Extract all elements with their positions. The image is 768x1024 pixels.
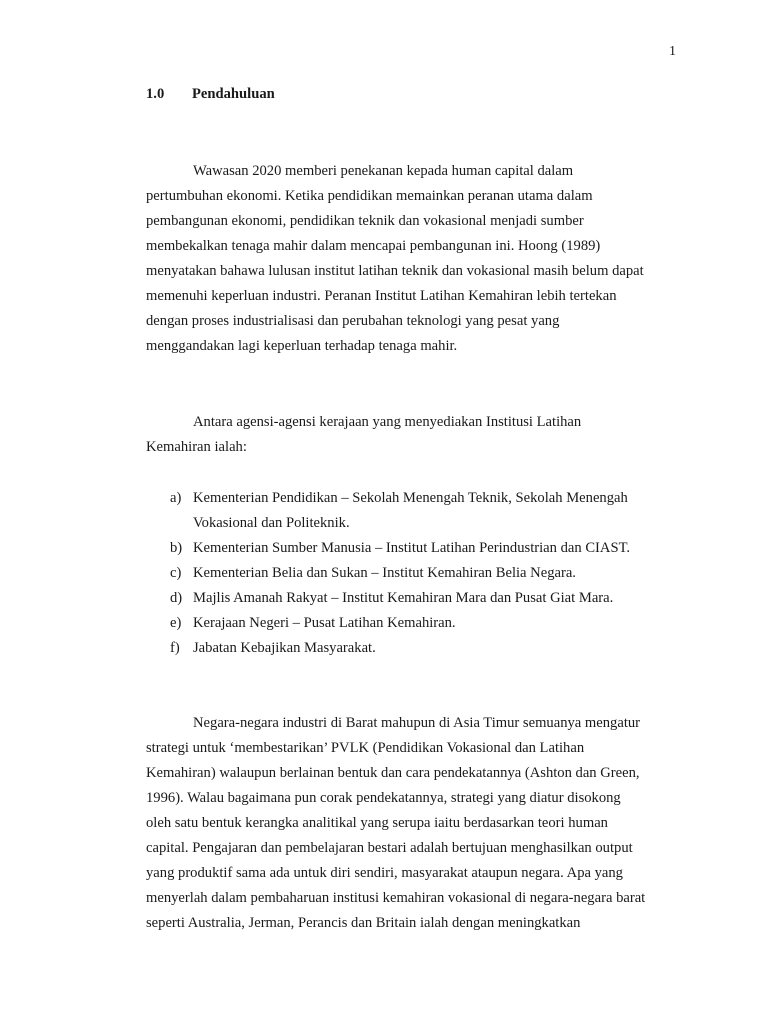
paragraph-line: yang produktif sama ada untuk diri sendiri, masyarakat ataupun negara. Apa yang — [146, 865, 623, 881]
list-item — [170, 561, 630, 586]
list-item-text: Kerajaan Negeri – Pusat Latihan Kemahiran. — [193, 615, 456, 631]
list-item-text: Kementerian Belia dan Sukan – Institut Kemahiran Belia Negara. — [193, 565, 576, 581]
list-item-text: Kementerian Pendidikan – Sekolah Menengah Teknik, Sekolah Menengah — [193, 490, 628, 506]
paragraph-line: dengan proses industrialisasi dan perubahan teknologi yang pesat yang — [146, 313, 560, 329]
list-item-text: Kementerian Sumber Manusia – Institut Latihan Perindustrian dan CIAST. — [193, 540, 631, 556]
section-number: 1.0 — [146, 86, 165, 102]
list-item-text: Majlis Amanah Rakyat – Institut Kemahiran Mara dan Pusat Giat Mara. — [193, 590, 614, 606]
paragraph-1 — [146, 159, 686, 359]
list-marker: a) — [170, 490, 182, 506]
list-item — [170, 586, 630, 611]
list-item-text: Jabatan Kebajikan Masyarakat. — [193, 640, 376, 656]
list-marker: b) — [170, 540, 183, 556]
paragraph-line: membekalkan tenaga mahir dalam mencapai pembangunan ini. Hoong (1989) — [146, 238, 601, 254]
section-title: Pendahuluan — [192, 86, 275, 102]
list-item — [170, 486, 630, 536]
paragraph-3 — [146, 711, 686, 936]
paragraph-line: menyatakan bahawa lulusan institut latihan teknik dan vokasional masih belum dapat — [146, 263, 644, 279]
paragraph-line: Wawasan 2020 memberi penekanan kepada human capital dalam — [193, 163, 574, 179]
paragraph-line: 1996). Walau bagaimana pun corak pendekatannya, strategi yang diatur disokong — [146, 790, 621, 806]
paragraph-line: menyerlah dalam pembaharuan institusi kemahiran vokasional di negara-negara barat — [146, 890, 646, 906]
list-marker: f) — [170, 640, 180, 656]
paragraph-line: pembangunan ekonomi, pendidikan teknik dan vokasional menjadi sumber — [146, 213, 584, 229]
paragraph-line: memenuhi keperluan industri. Peranan Institut Latihan Kemahiran lebih tertekan — [146, 288, 617, 304]
list-marker: c) — [170, 565, 182, 581]
paragraph-line: Negara-negara industri di Barat mahupun di Asia Timur semuanya mengatur — [193, 715, 641, 731]
list-marker: e) — [170, 615, 182, 631]
page-number: 1 — [669, 44, 676, 59]
list-item — [170, 636, 630, 661]
paragraph-line: Antara agensi-agensi kerajaan yang menyediakan Institusi Latihan — [193, 414, 582, 430]
paragraph-line: oleh satu bentuk kerangka analitikal yang serupa iaitu berdasarkan teori human — [146, 815, 608, 831]
list-item — [170, 536, 630, 561]
list-item — [170, 611, 630, 636]
paragraph-line: Kemahiran ialah: — [146, 439, 247, 455]
list-item-text: Vokasional dan Politeknik. — [193, 515, 350, 531]
paragraph-line: capital. Pengajaran dan pembelajaran bestari adalah bertujuan menghasilkan output — [146, 840, 633, 856]
section-heading — [146, 86, 275, 103]
paragraph-line: pertumbuhan ekonomi. Ketika pendidikan memainkan peranan utama dalam — [146, 188, 593, 204]
paragraph-line: menggandakan lagi keperluan terhadap tenaga mahir. — [146, 338, 458, 354]
paragraph-line: Kemahiran) walaupun berlainan bentuk dan cara pendekatannya (Ashton dan Green, — [146, 765, 640, 781]
paragraph-line: seperti Australia, Jerman, Perancis dan Britain ialah dengan meningkatkan — [146, 915, 581, 931]
list-marker: d) — [170, 590, 183, 606]
paragraph-line: strategi untuk ‘membestarikan’ PVLK (Pendidikan Vokasional dan Latihan — [146, 740, 585, 756]
agency-list — [170, 486, 630, 661]
paragraph-2 — [146, 410, 686, 460]
